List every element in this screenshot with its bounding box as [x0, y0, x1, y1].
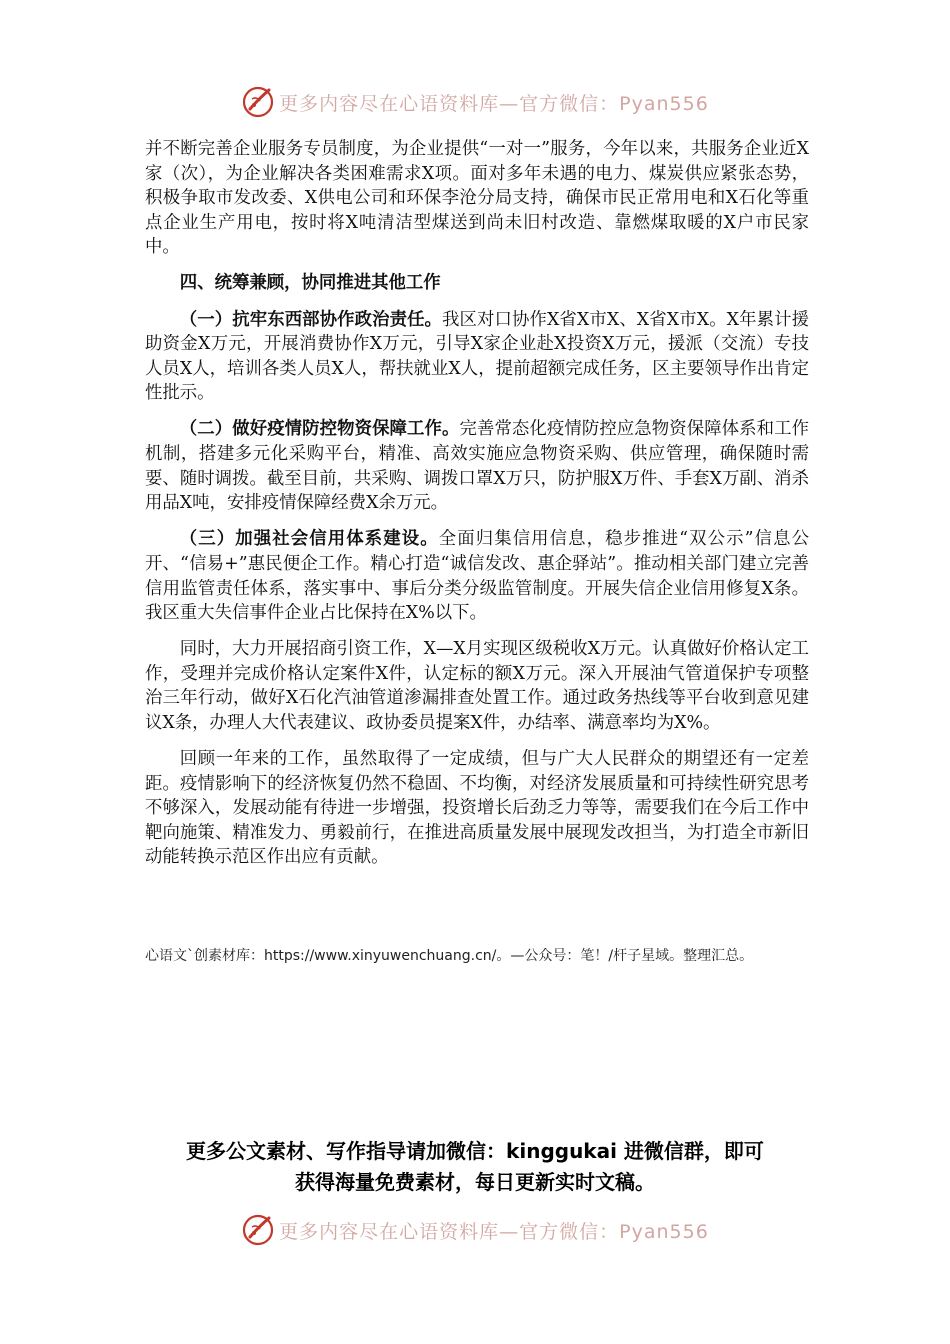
paragraph-enterprise-service: 并不断完善企业服务专员制度，为企业提供“一对一”服务，今年以来，共服务企业近X家（次），为企业解决各类困难需求X项。面对多年未遇的电力、煤炭供应紧张态势，积极争取市发改委、X供电公司和环保李沧分局支持，确保市民正常用电和X石化等重点企业生产用电，按时将X吨清洁型煤送到尚未旧村改造、靠燃煤取暖的X户市民家中。	[145, 139, 809, 258]
brand-logo-icon	[241, 85, 275, 119]
promo-block	[0, 1136, 950, 1198]
subsection-3	[145, 527, 809, 625]
source-line: 心语文`创素材库：https://www.xinyuwenchuang.cn/。—公众号：笔！/杆子星域。整理汇总。	[145, 948, 754, 964]
brand-logo-icon	[241, 1213, 275, 1247]
section-heading-4: 四、统筹兼顾，协同推进其他工作	[179, 273, 441, 294]
subsection-3-title: （三）加强社会信用体系建设。	[179, 529, 439, 550]
subsection-2-text: 完善常态化疫情防控应急物资保障体系和工作机制，搭建多元化采购平台，精准、高效实施应急物资采购、供应管理，确保随时需要、随时调拨。截至目前，共采购、调拨口罩X万只，防护服X万件、手套X万副、消杀用品X吨，安排疫情保障经费X余万元。	[145, 419, 809, 514]
paragraph-review: 回顾一年来的工作，虽然取得了一定成绩，但与广大人民群众的期望还有一定差距。疫情影响下的经济恢复仍然不稳固、不均衡，对经济发展质量和可持续性研究思考不够深入，发展动能有待进一步增强，投资增长后劲乏力等等，需要我们在今后工作中靶向施策、精准发力、勇毅前行，在推进高质量发展中展现发改担当，为打造全市新旧动能转换示范区作出应有贡献。	[145, 749, 809, 868]
header-banner-label: 更多内容尽在心语资料库—官方微信：	[279, 92, 620, 115]
document-body	[145, 137, 809, 882]
subsection-2	[145, 417, 809, 515]
footer-banner-label: 更多内容尽在心语资料库—官方微信：	[279, 1220, 620, 1243]
subsection-2-title: （二）做好疫情防控物资保障工作。	[179, 419, 460, 440]
footer-banner	[0, 1210, 950, 1250]
promo-line-1: 更多公文素材、写作指导请加微信：kinggukai 进微信群，即可	[186, 1139, 764, 1163]
subsection-3-text: 全面归集信用信息，稳步推进“双公示”信息公开、“信易+”惠民便企工作。精心打造“诚信发改、惠企驿站”。推动相关部门建立完善信用监管责任体系，落实事中、事后分类分级监管制度。开展失信企业信用修复X条。我区重大失信事件企业占比保持在X%以下。	[145, 529, 809, 624]
header-banner	[0, 82, 950, 122]
header-banner-wechat: Pyan556	[619, 92, 709, 115]
subsection-1-text: 我区对口协作X省X市X、X省X市X。X年累计援助资金X万元，开展消费协作X万元，引导X家企业赴X投资X万元，援派（交流）专技人员X人，培训各类人员X人，帮扶就业X人，提前超额完成任务，区主要领导作出肯定性批示。	[145, 309, 809, 404]
paragraph-meanwhile: 同时，大力开展招商引资工作，X—X月实现区级税收X万元。认真做好价格认定工作，受理并完成价格认定案件X件，认定标的额X万元。深入开展油气管道保护专项整治三年行动，做好X石化汽油管道渗漏排查处置工作。通过政务热线等平台收到意见建议X条，办理人大代表建议、政协委员提案X件，办结率、满意率均为X%。	[145, 639, 809, 733]
header-banner-text	[279, 89, 709, 116]
subsection-1	[145, 308, 809, 406]
promo-line-2: 获得海量免费素材，每日更新实时文稿。	[295, 1170, 655, 1194]
footer-banner-wechat: Pyan556	[619, 1220, 709, 1243]
footer-banner-text	[279, 1217, 709, 1244]
subsection-1-title: （一）抗牢东西部协作政治责任。	[179, 309, 443, 330]
